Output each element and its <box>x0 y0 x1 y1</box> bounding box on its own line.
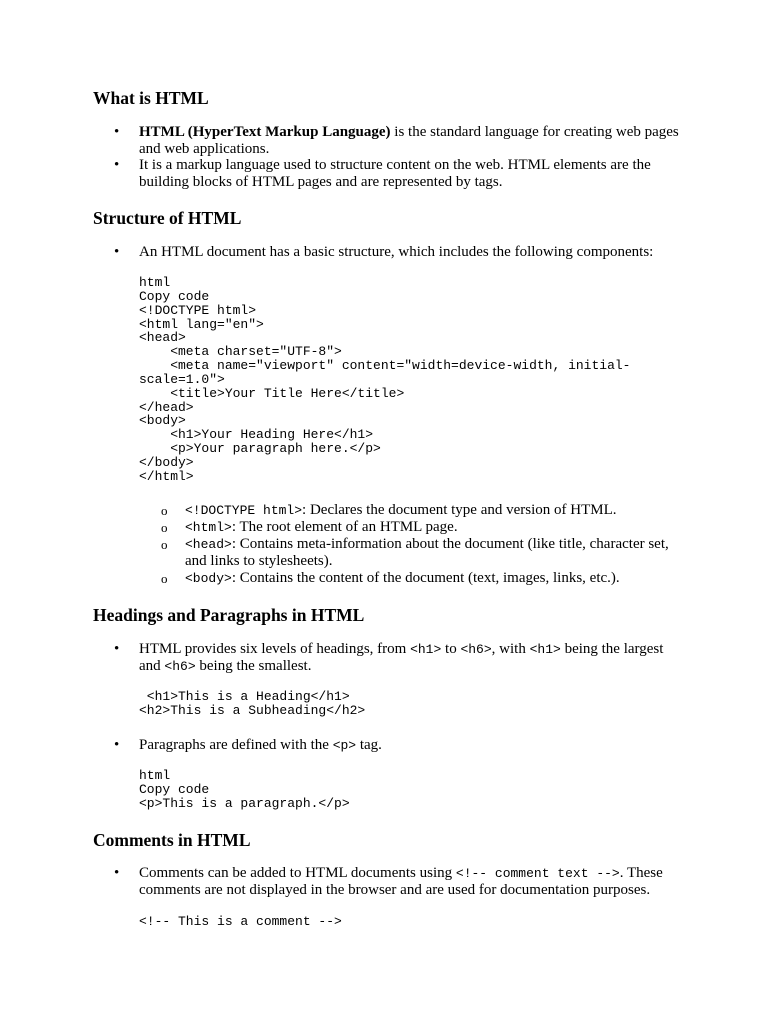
bullet-marker: • <box>114 865 120 881</box>
list-item: It is a markup language used to structure content on the web. HTML elements are the building blocks of HTML pages and are represented by tags. <box>139 157 651 190</box>
inline-code: <h1> <box>529 642 561 657</box>
bullet-marker: • <box>114 124 120 140</box>
item-text: : The root element of an HTML page. <box>231 519 458 535</box>
sub-bullet-marker: o <box>161 571 168 586</box>
code-line: </body> <box>139 454 194 470</box>
list-item <box>139 641 684 675</box>
inline-code: <head> <box>185 537 232 552</box>
item-text: : Contains meta-information about the document (like title, character set, and links to stylesheets). <box>185 536 669 569</box>
item-text: . These comments are not displayed in the browser and are used for documentation purposes. <box>139 865 663 898</box>
code-block <box>139 690 365 718</box>
bullet-marker: • <box>114 244 120 260</box>
bullet-marker: • <box>114 737 120 753</box>
inline-code: <h6> <box>460 642 492 657</box>
inline-code: <h6> <box>164 659 196 674</box>
item-text: Comments can be added to HTML documents using <box>139 865 456 881</box>
heading-headings-and-paragraphs: Headings and Paragraphs in HTML <box>93 605 365 625</box>
code-line: <h1>Your Heading Here</h1> <box>139 427 374 443</box>
sub-bullet-marker: o <box>161 520 168 535</box>
item-text: : Declares the document type and version of HTML. <box>302 502 617 518</box>
item-text: HTML provides six levels of headings, from <box>139 641 411 657</box>
code-block <box>139 769 350 811</box>
code-line: </head> <box>139 399 194 415</box>
list-item <box>139 124 684 158</box>
sub-bullet-marker: o <box>161 503 168 518</box>
code-line: <meta name="viewport" content="width=device-width, initial- <box>139 358 631 374</box>
code-line: <h2>This is a Subheading</h2> <box>139 702 366 718</box>
bold-term: HTML (HyperText Markup Language) <box>139 124 391 140</box>
bullet-marker: • <box>114 641 120 657</box>
code-line: <p>Your paragraph here.</p> <box>139 441 381 457</box>
code-line: <p>This is a paragraph.</p> <box>139 795 350 811</box>
code-line: html <box>139 275 171 290</box>
code-line: Copy code <box>139 288 210 304</box>
heading-what-is-html: What is HTML <box>93 88 209 108</box>
inline-code: <p> <box>332 738 357 753</box>
code-line: <html lang="en"> <box>139 316 264 332</box>
sub-list-item <box>185 502 685 519</box>
bullet-marker: • <box>114 157 120 173</box>
item-text: , with <box>491 641 530 657</box>
item-text: being the largest and <box>139 641 664 674</box>
sub-list-item <box>185 570 685 587</box>
sub-bullet-marker: o <box>161 537 168 552</box>
item-text: Paragraphs are defined with the <box>139 737 333 753</box>
code-line: <title>Your Title Here</title> <box>139 385 405 401</box>
sub-list-item <box>185 519 685 536</box>
code-line: </html> <box>139 468 194 484</box>
code-line: <h1>This is a Heading</h1> <box>139 689 350 704</box>
list-item <box>139 865 684 899</box>
item-text: being the smallest. <box>195 658 312 674</box>
code-line: <!-- This is a comment --> <box>139 914 342 929</box>
code-line: Copy code <box>139 781 210 797</box>
sub-list-item <box>185 536 685 570</box>
code-line: <meta charset="UTF-8"> <box>139 344 342 360</box>
heading-structure-of-html: Structure of HTML <box>93 208 242 228</box>
inline-code: <!-- comment text --> <box>455 866 620 881</box>
item-text: is the standard language for creating web pages and web applications. <box>139 124 679 157</box>
code-line: scale=1.0"> <box>139 371 225 387</box>
inline-code: <!DOCTYPE html> <box>185 503 303 518</box>
code-line: <head> <box>139 330 186 346</box>
item-text: tag. <box>356 737 382 753</box>
code-line: html <box>139 768 171 783</box>
code-line: <!DOCTYPE html> <box>139 302 257 318</box>
inline-code: <body> <box>185 571 232 586</box>
code-block <box>139 276 630 484</box>
inline-code: <html> <box>185 520 232 535</box>
inline-code: <h1> <box>410 642 442 657</box>
heading-comments-in-html: Comments in HTML <box>93 830 251 850</box>
code-block <box>139 915 342 929</box>
list-item: An HTML document has a basic structure, which includes the following components: <box>139 244 654 260</box>
list-item <box>139 737 684 754</box>
item-text: : Contains the content of the document (text, images, links, etc.). <box>231 570 620 586</box>
code-line: <body> <box>139 413 186 429</box>
item-text: to <box>441 641 461 657</box>
